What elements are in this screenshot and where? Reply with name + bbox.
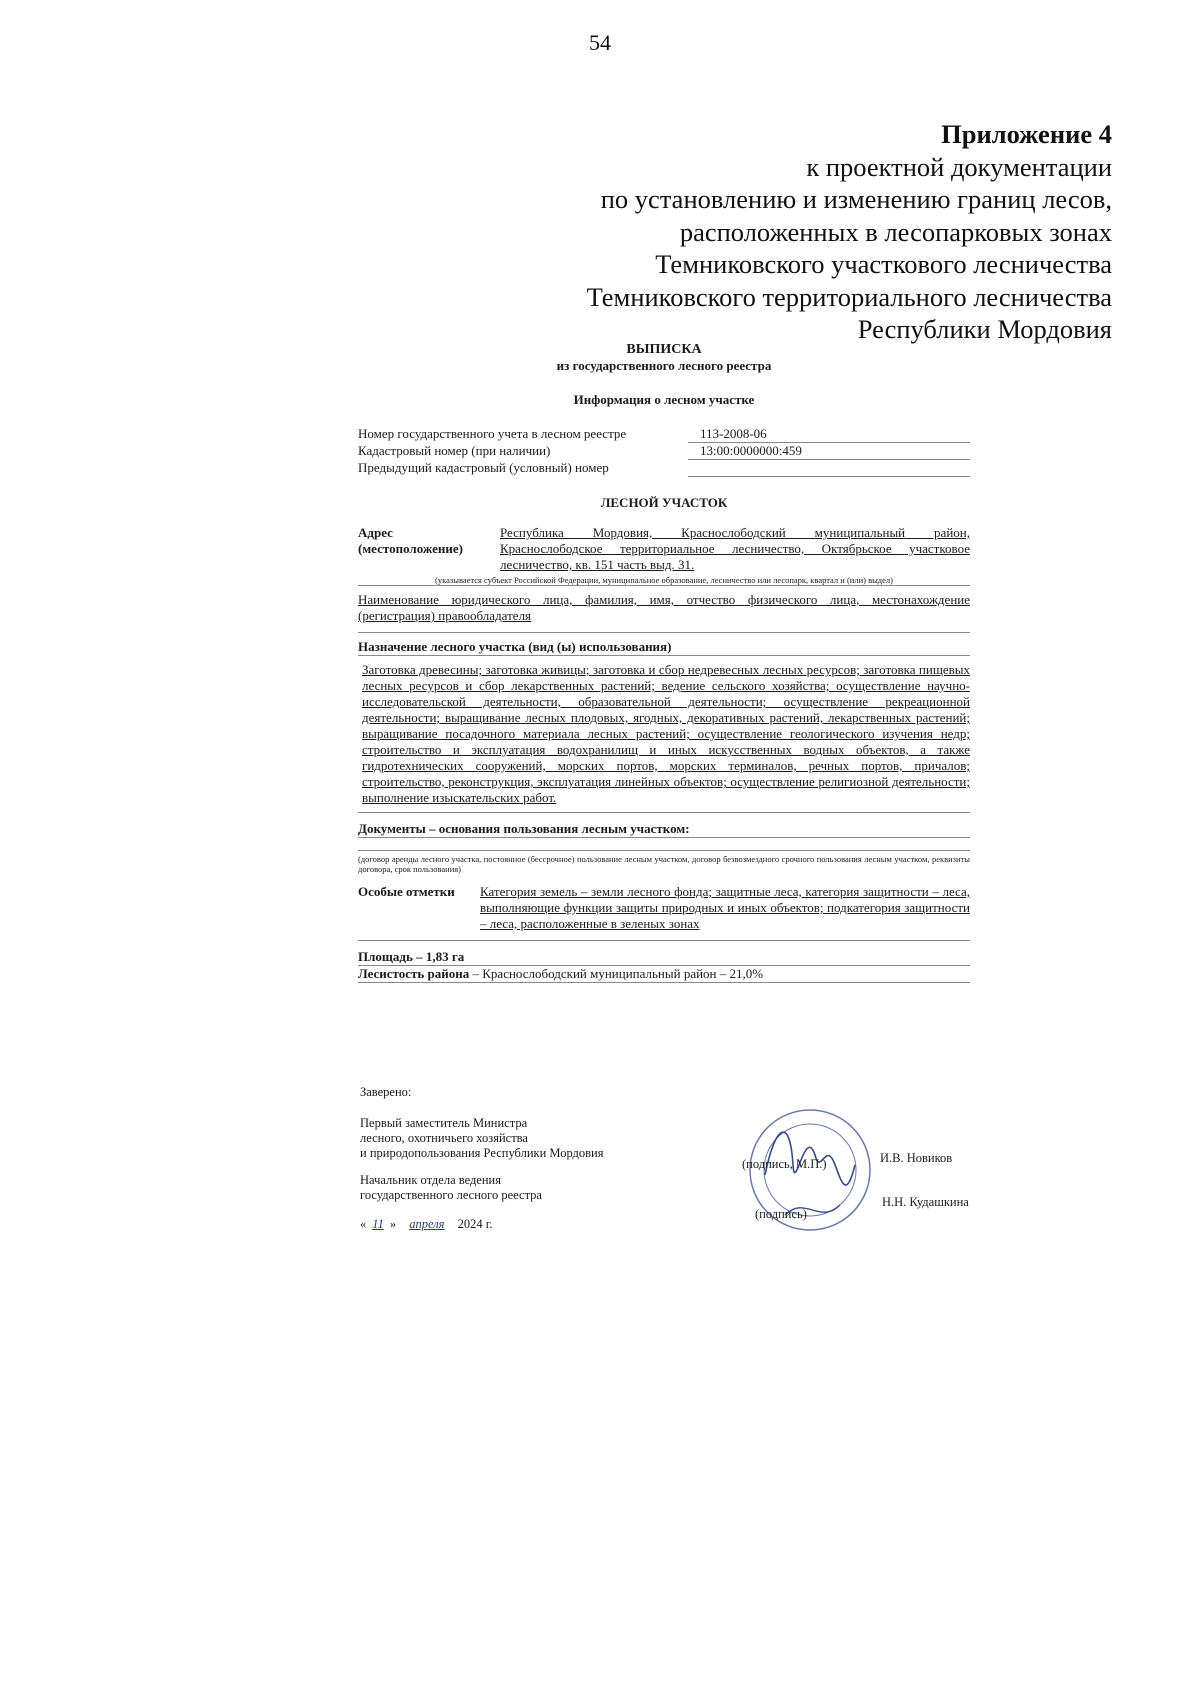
field-row xyxy=(358,426,970,443)
date-year: 2024 г. xyxy=(457,1217,493,1231)
purpose-value: Заготовка древесины; заготовка живицы; заготовка и сбор недревесных лесных ресурсов; заготовка пищевых лесных ресурсов и сбор лекарственных растений; ведение сельского хозяйства; осуществление научно-исследовательской деятельности, образовательной деятельности; осуществление рекреационной деятельности; выращивание лесных плодовых, ягодных, декоративных растений, лекарственных растений; выращивание посадочного материала лесных растений; осуществление геологического изучения недр; строительство и эксплуатация водохранилищ и иных искусственных водных объектов, а также гидротехнических сооружений, морских портов, морских терминалов, речных портов, причалов; строительство, реконструкция, эксплуатация линейных объектов; осуществление религиозной деятельности; выполнение изыскательских работ. xyxy=(362,662,970,805)
appendix-line: Темниковского территориального лесничества xyxy=(586,281,1112,312)
address-label-sub: (местоположение) xyxy=(358,541,463,556)
field-row xyxy=(358,460,970,477)
area: Площадь – 1,83 га xyxy=(358,949,970,966)
official-title-line: государственного лесного реестра xyxy=(360,1188,542,1202)
extract-title: ВЫПИСКА xyxy=(626,342,702,357)
official-title-line: и природопользования Республики Мордовия xyxy=(360,1146,604,1160)
documents-note: (договор аренды лесного участка, постоянное (бессрочное) пользование лесным участком, договор безвозмездного срочного пользования лесным участком, реквизиты договора, срок пользования) xyxy=(358,854,970,874)
appendix-line: Темниковского участкового лесничества xyxy=(655,249,1112,279)
official-title-line: лесного, охотничьего хозяйства xyxy=(360,1131,528,1145)
field-value: 13:00:0000000:459 xyxy=(688,443,970,460)
field-value: 113-2008-06 xyxy=(688,426,970,443)
official-name: И.В. Новиков xyxy=(880,1151,953,1165)
appendix-header xyxy=(587,118,1112,346)
certified-label: Заверено: xyxy=(360,1085,412,1099)
field-row xyxy=(358,443,970,460)
registry-extract xyxy=(358,342,970,983)
field-label: Номер государственного учета в лесном реестре xyxy=(358,426,627,441)
appendix-line: по установлению и изменению границ лесов, xyxy=(600,184,1112,214)
address-label: Адрес xyxy=(358,525,393,540)
official-name: Н.Н. Кудашкина xyxy=(882,1195,969,1209)
page-number: 54 xyxy=(589,30,611,55)
official-title-line: Первый заместитель Министра xyxy=(360,1116,528,1130)
signature-note-2: (подпись) xyxy=(755,1207,807,1221)
special-row xyxy=(358,884,970,932)
date-day: 11 xyxy=(372,1217,384,1231)
address-value: Республика Мордовия, Краснослободский муниципальный район, Краснослободское территориальное лесничество, Октябрьское участковое лесничество, кв. 151 часть выд. 31. xyxy=(500,525,970,572)
forest-cover-value: – Краснослободский муниципальный район – 21,0% xyxy=(472,966,764,981)
documents-label: Документы – основания пользования лесным участком: xyxy=(358,821,970,838)
signature-note-1: (подпись, М.П.) xyxy=(742,1157,827,1171)
field-label: Кадастровый номер (при наличии) xyxy=(358,443,551,458)
appendix-title: Приложение 4 xyxy=(941,119,1112,149)
date-line: « 11 » апреля 2024 г. xyxy=(360,1217,493,1231)
appendix-line: Республики Мордовия xyxy=(857,314,1112,344)
info-heading: Информация о лесном участке xyxy=(573,392,755,407)
holder-label: Наименование юридического лица, фамилия, имя, отчество физического лица, местонахождение (регистрация) правообладателя xyxy=(358,592,970,623)
address-note: (указывается субъект Российской Федерации, муниципальное образование, лесничество или лесопарк, квартал и (или) выдел) xyxy=(358,575,970,586)
signature-block xyxy=(360,1085,980,1260)
extract-subtitle: из государственного лесного реестра xyxy=(556,358,772,373)
official-title-line: Начальник отдела ведения xyxy=(360,1173,501,1187)
appendix-line: расположенных в лесопарковых зонах xyxy=(679,216,1112,247)
field-label: Предыдущий кадастровый (условный) номер xyxy=(358,460,609,475)
field-value xyxy=(688,460,970,477)
plot-heading: ЛЕСНОЙ УЧАСТОК xyxy=(600,495,728,510)
special-label: Особые отметки xyxy=(358,884,455,899)
special-value: Категория земель – земли лесного фонда; защитные леса, категория защитности – леса, выполняющие функции защиты природных и иных объектов; подкатегория защитности – леса, расположенные в зеленых зонах xyxy=(480,884,970,931)
purpose-label: Назначение лесного участка (вид (ы) использования) xyxy=(358,639,970,656)
address-row xyxy=(358,525,970,573)
forest-cover-row xyxy=(358,966,970,983)
date-month: апреля xyxy=(409,1217,445,1231)
appendix-line: к проектной документации xyxy=(806,151,1112,182)
forest-cover-label: Лесистость района xyxy=(358,966,470,981)
